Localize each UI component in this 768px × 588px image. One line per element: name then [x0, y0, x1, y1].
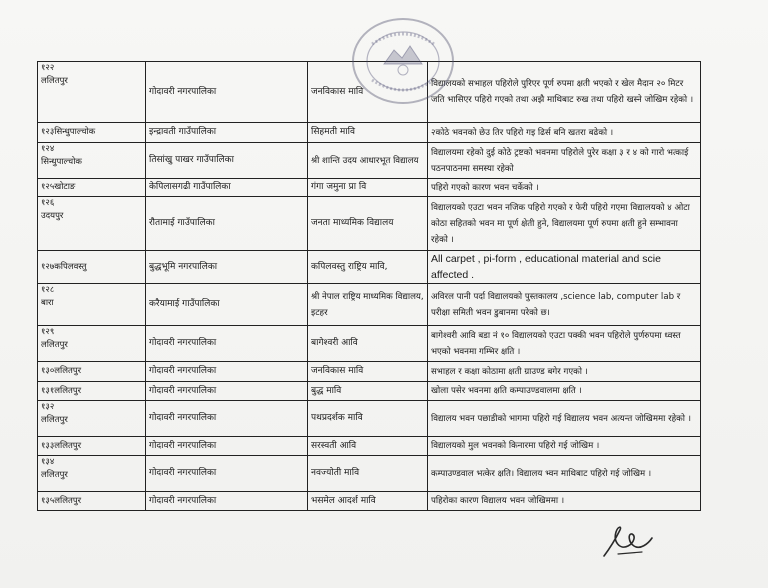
municipality: रौतामाई गाउँपालिका	[146, 197, 308, 251]
municipality: करैयामाई गाउँपालिका	[146, 284, 308, 326]
table-row	[38, 143, 701, 179]
damage-description: All carpet , pi-form , educational material and scie affected .	[428, 251, 701, 284]
damage-description: विद्यालयमा रहेको दुई कोठे ट्रष्टको भवनमा पहिरोले पुरेर कक्षा ३ र ४ को गारो भत्काई पठनपाठनमा समस्या रहेको	[428, 143, 701, 179]
serial-district-cell	[38, 284, 146, 326]
district: ललितपुर	[41, 76, 68, 86]
serial-number: १२६	[41, 198, 55, 208]
serial-number: १२२	[41, 63, 55, 73]
serial-number: १२४	[41, 144, 55, 154]
district: उदयपुर	[41, 211, 64, 221]
municipality: गोदावरी नगरपालिका	[146, 326, 308, 362]
table-row	[38, 179, 701, 197]
municipality: तिसांखु पाखर गाउँपालिका	[146, 143, 308, 179]
school-name: सरस्वती आवि	[308, 437, 428, 456]
municipality: गोदावरी नगरपालिका	[146, 401, 308, 437]
serial-number: १३२	[41, 402, 55, 412]
serial-district-cell	[38, 382, 146, 401]
damage-description: कम्पाउण्डवाल भत्केर क्षति। विद्यालय भ्वन माथिबाट पहिरो गई जोखिम ।	[428, 456, 701, 492]
table-row	[38, 284, 701, 326]
serial-number: १३३	[41, 440, 55, 451]
serial-district-cell	[38, 62, 146, 123]
table-row	[38, 197, 701, 251]
district: खोटाङ	[54, 182, 76, 192]
district: सिन्धुपाल्चोक	[54, 127, 96, 137]
municipality: इन्द्रावती गाउँपालिका	[146, 123, 308, 143]
school-name: भसमेल आदर्श मावि	[308, 492, 428, 511]
municipality: गोदावरी नगरपालिका	[146, 456, 308, 492]
district: ललितपुर	[54, 385, 82, 396]
serial-number: १३०	[41, 366, 55, 376]
district: ललितपुर	[54, 440, 82, 451]
table-row	[38, 492, 701, 511]
district: ललितपुर	[41, 470, 68, 480]
district: बारा	[41, 298, 54, 308]
district: सिन्धुपाल्चोक	[41, 157, 82, 167]
serial-district-cell	[38, 197, 146, 251]
damage-description: सभाहल र कक्षा कोठामा क्षती ग्राउण्ड बगेर गएको ।	[428, 362, 701, 382]
table-row	[38, 456, 701, 492]
school-name: जनता माध्यमिक विद्यालय	[308, 197, 428, 251]
municipality: गोदावरी नगरपालिका	[146, 362, 308, 382]
school-name: जनविकास मावि	[308, 62, 428, 123]
damage-description: विद्यालयको मुल भवनको किनारमा पहिरो गई जोखिम ।	[428, 437, 701, 456]
serial-number: १३५	[41, 495, 55, 506]
school-damage-table	[37, 61, 701, 511]
serial-number: १२९	[41, 327, 55, 337]
municipality: गोदावरी नगरपालिका	[146, 382, 308, 401]
table-row	[38, 123, 701, 143]
district: ललितपुर	[41, 340, 68, 350]
serial-district-cell	[38, 326, 146, 362]
school-name: बुद्ध मावि	[308, 382, 428, 401]
damage-description: खोला पसेर भवनमा क्षति कम्पाउण्डवालमा क्षति ।	[428, 382, 701, 401]
table-row	[38, 437, 701, 456]
damage-description: विद्यालय भवन पछाडीको भागमा पहिरो गई विद्यालय भवन अत्यन्त जोखिममा रहेको ।	[428, 401, 701, 437]
district: ललितपुर	[54, 366, 82, 376]
school-name: बागेश्वरी आवि	[308, 326, 428, 362]
district: ललितपुर	[41, 415, 68, 425]
municipality: बुद्धभूमि नगरपालिका	[146, 251, 308, 284]
school-name: श्री नेपाल राष्ट्रिय माध्यमिक विद्यालय, इटहर	[308, 284, 428, 326]
signature	[598, 516, 658, 570]
municipality: गोदावरी नगरपालिका	[146, 492, 308, 511]
municipality: गोदावरी नगरपालिका	[146, 62, 308, 123]
school-name: श्री शान्ति उदय आधारभूत विद्यालय	[308, 143, 428, 179]
municipality: गोदावरी नगरपालिका	[146, 437, 308, 456]
serial-district-cell	[38, 123, 146, 143]
school-name: पथप्रदर्शक मावि	[308, 401, 428, 437]
table-row	[38, 251, 701, 284]
serial-number: १२८	[41, 285, 55, 295]
serial-number: १२५	[41, 182, 55, 192]
school-name: कपिलवस्तु राष्ट्रिय मावि,	[308, 251, 428, 284]
table-row	[38, 401, 701, 437]
school-name: नवज्योती मावि	[308, 456, 428, 492]
table-row	[38, 326, 701, 362]
school-name: गंगा जमुना प्रा वि	[308, 179, 428, 197]
serial-number: १३१	[41, 385, 55, 396]
serial-district-cell	[38, 362, 146, 382]
serial-number: १२७	[41, 261, 55, 272]
serial-district-cell	[38, 456, 146, 492]
damage-description: अविरल पानी पर्दा विद्यालयको पुस्तकालय ,science lab, computer lab र परीक्षा समिती भवन डुबानमा परेको छ।	[428, 284, 701, 326]
school-name: सिहमती मावि	[308, 123, 428, 143]
serial-district-cell	[38, 179, 146, 197]
damage-description: विद्यालयको सभाहल पहिरोले पुरिएर पूर्ण रुपमा क्षती भएको र खेल मैदान २० मिटर जति भासिएर पहिरो गएको तथा अझै माथिबाट रुख तथा पहिरो खस्ने जोखिम रहेको ।	[428, 62, 701, 123]
table-row	[38, 362, 701, 382]
serial-district-cell	[38, 437, 146, 456]
serial-district-cell	[38, 401, 146, 437]
district: ललितपुर	[54, 495, 82, 506]
municipality: केपिलासगढी गाउँपालिका	[146, 179, 308, 197]
serial-number: १२३	[41, 127, 55, 137]
serial-district-cell	[38, 492, 146, 511]
school-name: जनविकास मावि	[308, 362, 428, 382]
damage-description: विद्यालयको एउटा भवन नजिक पहिरो गएको र फेरी पहिरो गएमा विद्यालयको ४ ओटा कोठा सहितको भवन मा पूर्ण क्षेती हुने, विद्यालयमा पूर्ण रुपमा क्षती हुने सम्भावना रहेको ।	[428, 197, 701, 251]
serial-number: १३४	[41, 457, 55, 467]
table-row	[38, 382, 701, 401]
damage-description: पहिरो गएको कारण भवन चर्केको ।	[428, 179, 701, 197]
damage-description: २कोठे भवनको छेउ तिर पहिरो गइ ढिर्स बनि खतरा बढेको ।	[428, 123, 701, 143]
office-seal	[352, 18, 454, 104]
seal-emblem-icon	[354, 20, 452, 102]
damage-description: पहिरोका कारण विद्यालय भवन जोखिममा ।	[428, 492, 701, 511]
district: कपिलवस्तु	[54, 261, 87, 272]
serial-district-cell	[38, 251, 146, 284]
damage-description: बागेश्वरी आवि बडा नं १० विद्यालयको एउटा पक्की भवन पहिरोले पुर्णरुपमा ध्वस्त भएको भवनमा गम्भिर क्षति ।	[428, 326, 701, 362]
serial-district-cell	[38, 143, 146, 179]
signature-mark-icon	[598, 516, 658, 566]
